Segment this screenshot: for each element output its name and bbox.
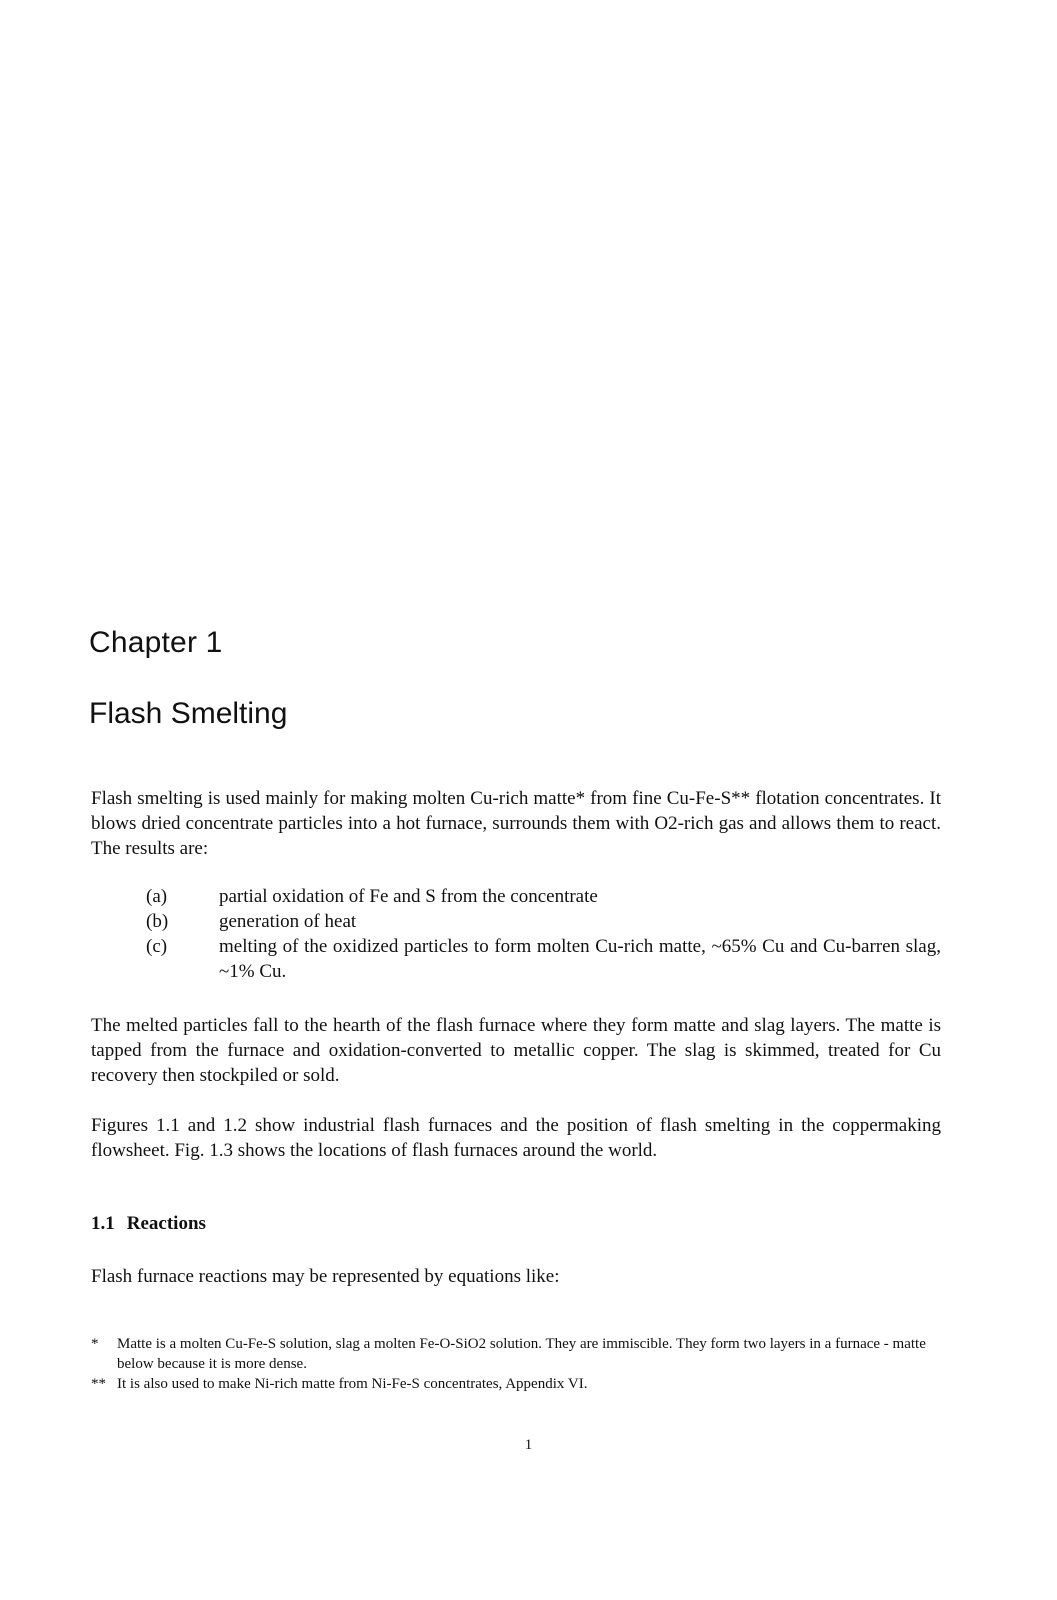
footnote-text: It is also used to make Ni-rich matte from Ni-Fe-S concentrates, Appendix VI. [117, 1376, 588, 1392]
list-item-text: generation of heat [219, 911, 357, 932]
intro-paragraph: Flash smelting is used mainly for making molten Cu-rich matte* from fine Cu-Fe-S** flotation concentrates. It blows dried concentrate particles into a hot furnace, surrounds them with O2-rich gas and allows them to react. The results are: [91, 788, 941, 859]
list-item [146, 934, 941, 984]
list-item-text: partial oxidation of Fe and S from the concentrate [219, 886, 598, 907]
footnote [91, 1334, 931, 1374]
list-item-text: melting of the oxidized particles to form molten Cu-rich matte, ~65% Cu and Cu-barren slag, ~1% Cu. [219, 936, 941, 982]
results-list [146, 884, 941, 984]
list-marker: (b) [146, 911, 169, 932]
footnote-marker: * [91, 1336, 99, 1352]
footnote [91, 1374, 931, 1394]
section-title: Reactions [126, 1213, 206, 1234]
section-intro-paragraph: Flash furnace reactions may be represented by equations like: [91, 1266, 560, 1287]
footnote-marker: ** [91, 1376, 106, 1392]
section-heading [91, 1213, 206, 1235]
list-item [146, 909, 941, 934]
hearth-paragraph: The melted particles fall to the hearth of the flash furnace where they form matte and slag layers. The matte is tapped from the furnace and oxidation-converted to metallic copper. The slag is skimmed, treated for Cu recovery then stockpiled or sold. [91, 1015, 941, 1086]
footnotes [91, 1334, 931, 1394]
list-marker: (c) [146, 936, 168, 957]
page-number: 1 [524, 1437, 533, 1453]
list-marker: (a) [146, 886, 168, 907]
chapter-label: Chapter 1 [89, 626, 223, 659]
footnote-text: Matte is a molten Cu-Fe-S solution, slag a molten Fe-O-SiO2 solution. They are immiscible. They form two layers in a furnace - matte below because it is more dense. [117, 1336, 926, 1372]
chapter-title: Flash Smelting [89, 697, 288, 730]
section-number: 1.1 [91, 1213, 115, 1234]
figures-paragraph: Figures 1.1 and 1.2 show industrial flash furnaces and the position of flash smelting in the coppermaking flowsheet. Fig. 1.3 shows the locations of flash furnaces around the world. [91, 1115, 941, 1161]
list-item [146, 884, 941, 909]
